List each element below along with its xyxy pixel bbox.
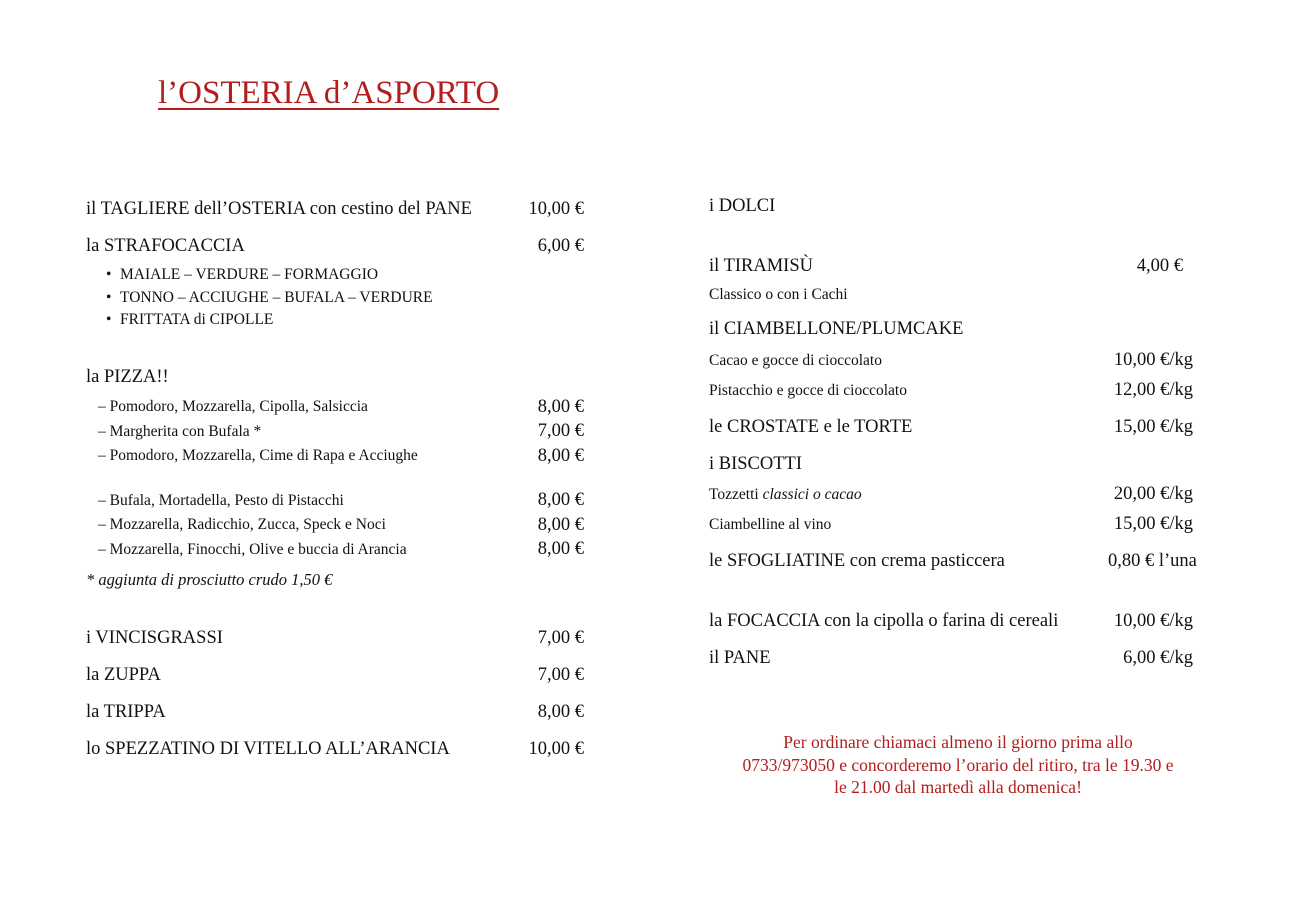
dolci-heading: i DOLCI — [709, 196, 776, 216]
ciambellone-item: Pistacchio e gocce di cioccolato — [709, 382, 907, 399]
order-info-line: Per ordinare chiamaci almeno il giorno prima allo — [783, 732, 1133, 752]
ciambellone-price: 10,00 €/kg — [1113, 350, 1193, 370]
tiramisu-desc: Classico o con i Cachi — [709, 286, 848, 303]
crostate-name: le CROSTATE e le TORTE — [709, 417, 913, 437]
tiramisu-price: 4,00 € — [1136, 256, 1183, 276]
pizza-item: – Margherita con Bufala * — [98, 423, 262, 440]
tiramisu-name: il TIRAMISÙ — [709, 256, 813, 276]
main-item: i VINCISGRASSI — [86, 628, 223, 648]
pizza-price: 8,00 € — [537, 446, 584, 466]
order-info — [700, 731, 1216, 799]
main-item: la TRIPPA — [86, 702, 166, 722]
sfogliatine-name: le SFOGLIATINE con crema pasticcera — [709, 551, 1005, 571]
pizza-item: – Mozzarella, Finocchi, Olive e buccia di Arancia — [98, 541, 407, 558]
biscotti-heading: i BISCOTTI — [709, 454, 803, 474]
ciambelline-name: Ciambelline al vino — [709, 516, 832, 533]
ciambellone-price: 12,00 €/kg — [1113, 380, 1193, 400]
tagliere-name: il TAGLIERE dell’OSTERIA con cestino del PANE — [86, 199, 472, 219]
pizza-price: 8,00 € — [537, 397, 584, 417]
pizza-note: * aggiunta di prosciutto crudo 1,50 € — [86, 570, 333, 589]
order-info-line: 0733/973050 e concorderemo l’orario del ritiro, tra le 19.30 e — [742, 754, 1174, 775]
main-price: 8,00 € — [537, 702, 584, 722]
strafocaccia-option: • TONNO – ACCIUGHE – BUFALA – VERDURE — [106, 289, 433, 307]
crostate-price: 15,00 €/kg — [1113, 417, 1193, 437]
ciambellone-item: Cacao e gocce di cioccolato — [709, 352, 882, 369]
pizza-price: 8,00 € — [537, 539, 584, 559]
pizza-item: – Mozzarella, Radicchio, Zucca, Speck e Noci — [98, 516, 386, 533]
strafocaccia-option: • FRITTATA di CIPOLLE — [106, 311, 273, 329]
page-title: l’OSTERIA d’ASPORTO — [158, 75, 500, 111]
ciambelline-price: 15,00 €/kg — [1113, 514, 1193, 534]
tozzetti-price: 20,00 €/kg — [1113, 484, 1193, 504]
main-item: lo SPEZZATINO DI VITELLO ALL’ARANCIA — [86, 739, 450, 759]
sfogliatine-price: 0,80 € l’una — [1108, 551, 1197, 571]
focaccia-price: 10,00 €/kg — [1113, 611, 1193, 631]
main-price: 10,00 € — [528, 739, 584, 759]
pizza-price: 8,00 € — [537, 515, 584, 535]
main-price: 7,00 € — [537, 665, 584, 685]
pizza-price: 7,00 € — [537, 421, 584, 441]
pizza-price: 8,00 € — [537, 490, 584, 510]
tozzetti-name — [709, 486, 862, 504]
focaccia-name: la FOCACCIA con la cipolla o farina di cereali — [709, 611, 1059, 631]
pizza-item: – Pomodoro, Mozzarella, Cipolla, Salsiccia — [98, 398, 368, 415]
tozzetti-variants: classici o cacao — [762, 486, 862, 503]
pane-price: 6,00 €/kg — [1123, 648, 1193, 668]
strafocaccia-option: • MAIALE – VERDURE – FORMAGGIO — [106, 266, 378, 284]
main-price: 7,00 € — [537, 628, 584, 648]
pizza-item: – Pomodoro, Mozzarella, Cime di Rapa e Acciughe — [98, 447, 418, 464]
order-info-line: le 21.00 dal martedì alla domenica! — [834, 777, 1082, 797]
ciambellone-heading: il CIAMBELLONE/PLUMCAKE — [709, 319, 964, 339]
strafocaccia-name: la STRAFOCACCIA — [86, 236, 245, 256]
pane-name: il PANE — [709, 648, 771, 668]
tozzetti-prefix: Tozzetti — [709, 486, 759, 503]
pizza-heading: la PIZZA!! — [86, 367, 169, 387]
strafocaccia-price: 6,00 € — [537, 236, 584, 256]
pizza-item: – Bufala, Mortadella, Pesto di Pistacchi — [98, 492, 344, 509]
main-item: la ZUPPA — [86, 665, 161, 685]
tagliere-price: 10,00 € — [528, 199, 584, 219]
